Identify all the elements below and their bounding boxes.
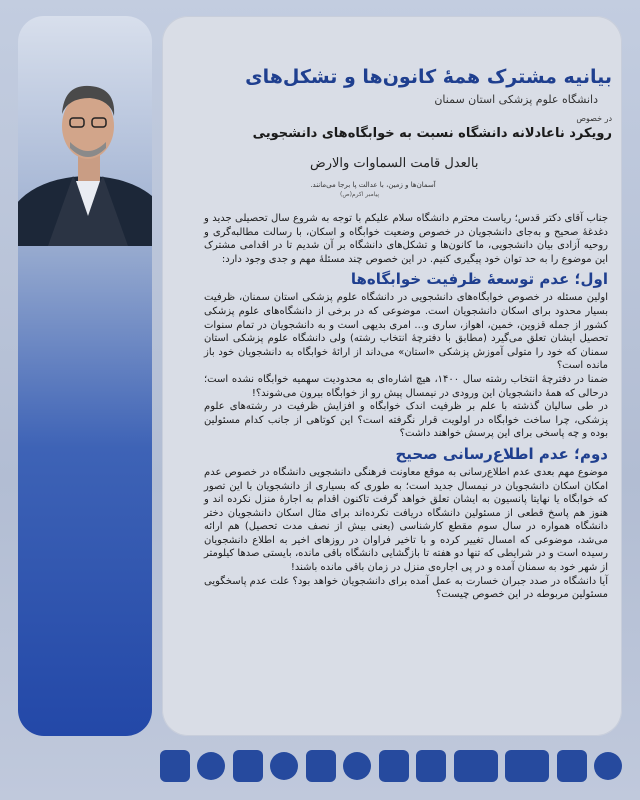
left-decorative-panel — [18, 16, 152, 736]
section-1-paragraph-1: اولین مسئله در خصوص خوابگاه‌های دانشجویی در دانشگاه علوم پزشکی استان سمنان، ظرفیت بسیار محدود برای اسکان دانشجویان است. موضوعی که در برخی از دانشگاه‌های علوم پزشکی کشور از جمله قزوین، خمین، اهواز، ساری و... امری بدیهی است و به دانشجویان در تمام سنوات تحصیل ایشان تعلق می‌گیرد (مطابق با دفترچهٔ انتخاب رشته) ولی دانشگاه علوم پزشکی استان سمنان که خود را متولی آموزش پزشکی «استان» می‌داند از ارائهٔ خوابگاه به دانشجویان خود باز مانده است؟ — [204, 292, 608, 372]
subject-prefix: در خصوص — [576, 114, 612, 123]
org-logo-icon — [233, 750, 263, 782]
org-logo-icon — [160, 750, 190, 782]
section-1-paragraph-2: ضمنا در دفترچهٔ انتخاب رشته سال ۱۴۰۰، هیچ اشاره‌ای به محدودیت سهمیه خوابگاه نشده است؛ درحالی که همهٔ دانشجویان این ورودی در نیمسال پیش رو از خوابگاه بیرون می‌شوند؟! — [204, 373, 608, 399]
org-logo-icon — [416, 750, 446, 782]
org-logo-icon — [379, 750, 409, 782]
org-logo-icon — [454, 750, 498, 782]
section-heading-1: اول؛ عدم توسعهٔ ظرفیت خوابگاه‌ها — [350, 270, 608, 289]
statement-subject: رویکرد ناعادلانه دانشگاه نسبت به خوابگاه‌های دانشجویی — [252, 126, 612, 141]
org-logo-icon — [594, 752, 622, 780]
verse-translation: آسمان‌ها و زمین، با عدالت پا برجا می‌مانند. — [310, 181, 436, 189]
org-logo-icon — [343, 752, 371, 780]
org-logo-icon — [557, 750, 587, 782]
org-logo-icon — [306, 750, 336, 782]
org-logo-icon — [505, 750, 549, 782]
section-heading-2: دوم؛ عدم اطلاع‌رسانی صحیح — [395, 444, 608, 463]
section-2-paragraph-1: موضوع مهم بعدی عدم اطلاع‌رسانی به موقع معاونت فرهنگی دانشجویی دانشگاه در خصوص عدم امکان اسکان دانشجویان در نیمسال جدید است؛ به طوری که بسیاری از دانشجویان با این تصور که خوابگاه یا نهایتا پانسیون به ایشان تعلق خواهد گرفت تاکنون اقدام به اجارهٔ منزل نکرده اند و هنوز هم پاسخ قطعی از مسئولین دانشگاه دریافت نکرده‌اند برای مثال اسکان دانشجویان دختر دانشگاه همواره در سال سوم مقطع کارشناسی (یعنی بیش از نصف مدت تحصیل) هم ارائه می‌شد، موضوعی که امسال تغییر کرده و با تاخیر فراوان در روزهای اخیر به اطلاع دانشجویان رسیده است و در شرایطی که تنها دو هفته تا بازگشایی دانشگاه باقی مانده، بایستی صدها کیلومتر از شهر خود به سمنان آمده و در پی اجاره‌ی منزل در زمان باقی مانده باشند! — [204, 466, 608, 574]
org-logo-icon — [197, 752, 225, 780]
organization-logos — [160, 742, 622, 790]
statement-title: بیانیه مشترک همهٔ کانون‌ها و تشکل‌های — [245, 66, 612, 88]
statement-body — [204, 212, 608, 602]
speaker-portrait — [18, 56, 152, 246]
verse-calligraphy: بالعدل قامت السماوات والارض — [310, 156, 479, 171]
section-1-paragraph-3: در طی سالیان گذشته با علم بر ظرفیت اندک خوابگاه و افزایش ظرفیت در رشته‌های علوم پزشکی، چرا ساخت خوابگاه در اولویت قرار نگرفته است؟ این کوتاهی از جانب کدام مسئولین بوده و چه پاسخی برای این پرسش خواهند داشت؟ — [204, 401, 608, 440]
section-2-paragraph-2: آیا دانشگاه در صدد جبران خسارت به عمل آمده برای دانشجویان خواهد بود؟ علت عدم پاسخگویی مسئولین مربوطه در این خصوص چیست؟ — [204, 575, 608, 601]
intro-paragraph: جناب آقای دکتر قدس؛ ریاست محترم دانشگاه سلام علیکم با توجه به شروع سال تحصیلی جدید و دغدغهٔ صحیح و به‌جای دانشجویان در خصوص وضعیت خوابگاه و اسکان، با رسالت مطالبه‌گری و روحیه آزادی بیان دانشجویی، ما کانون‌ها و تشکل‌های دانشگاه بر آن شدیم تا در اقدامی مشترک این موضوع را به حد توان خود پیگیری کنیم. در این خصوص چند مسئلهٔ مهم و جدی وجود دارد: — [204, 213, 608, 265]
university-name: دانشگاه علوم پزشکی استان سمنان — [434, 93, 598, 106]
org-logo-icon — [270, 752, 298, 780]
verse-source: پیامبر اکرم(ص) — [340, 191, 380, 198]
